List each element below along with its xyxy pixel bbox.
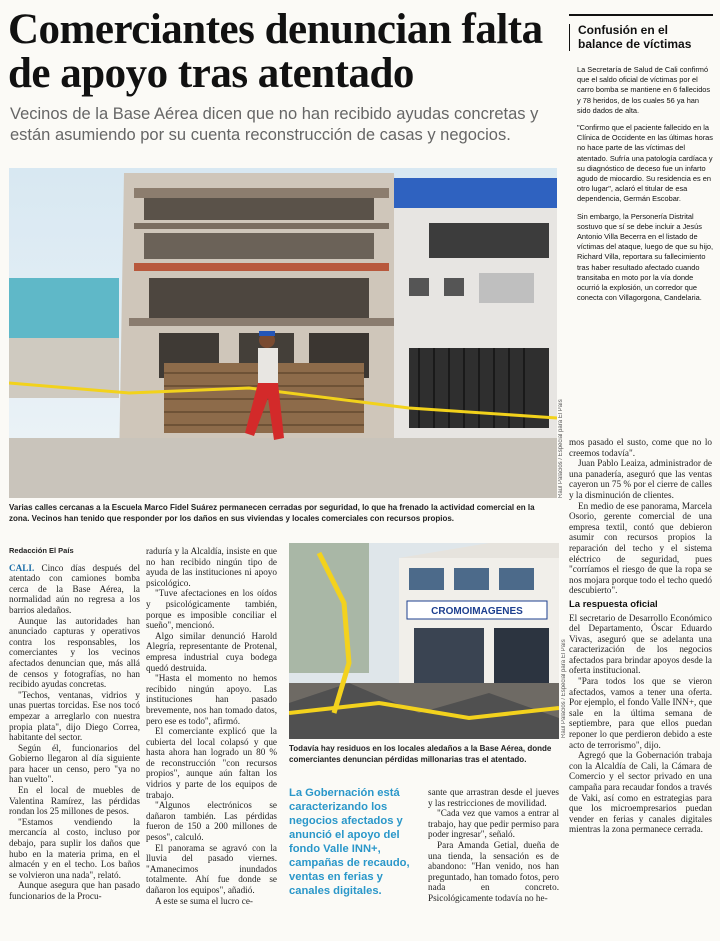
article-column-4 bbox=[569, 437, 712, 835]
article-paragraph: Aunque asegura que han pasado funcionarios de la Procu- bbox=[9, 880, 140, 901]
store-sign: CROMOIMAGENES bbox=[431, 606, 523, 617]
sidebar-box bbox=[569, 14, 713, 446]
sidebar-paragraph: Sin embargo, la Personería Distrital sostuvo que sí se debe incluir a Jesús Antonio Villa Becerra en el listado de víctimas del ataque, luego de que su hijo, Richard Villa, reportara su fallecimiento tras haber resultado afectado cuando transitaba en moto por la vía donde ocurrió la explosión, un corredor que conecta con Villagorgona, Candelaria. bbox=[577, 211, 713, 303]
sidebar-body bbox=[569, 51, 713, 303]
article-paragraph: mos pasado el susto, come que no lo creemos todavía". bbox=[569, 437, 712, 458]
article-column-1 bbox=[9, 546, 140, 902]
article-paragraph: raduría y la Alcaldía, insiste en que no han recibido ningún tipo de ayuda de las instituciones ni apoyo psicológico. bbox=[146, 546, 277, 588]
article-paragraph: Según él, funcionarios del Gobierno llegaron al día siguiente para hacer un censo, pero "ya no han vuelto". bbox=[9, 742, 140, 785]
article-paragraph: El comerciante explicó que la cubierta del local colapsó y que hasta ahora han logrado un 80 % de reconstrucción "con recursos propios", aunque aún faltan los vidrios y parte de los equipos de trabajo. bbox=[146, 726, 277, 800]
main-photo-caption: Varias calles cercanas a la Escuela Marco Fidel Suárez permanecen cerradas por seguridad, lo que ha frenado la actividad comercial en la zona. Vecinos han tenido que responder por los daños en sus viviendas y locales comerciales con recursos propios. bbox=[9, 503, 535, 523]
main-photo bbox=[9, 168, 557, 498]
second-photo bbox=[289, 543, 559, 739]
article-paragraph: En medio de ese panorama, Marcela Osorio, gerente comercial de una empresa textil, contó que debieron asumir con recursos propios la reparación del techo y el sistema eléctrico de seguridad, pues "corríamos el riesgo de que la ropa se nos mojara porque todo el techo quedó descubierto". bbox=[569, 500, 712, 596]
article-paragraph bbox=[9, 563, 140, 616]
sidebar-title: Confusión en el balance de víctimas bbox=[569, 24, 713, 51]
article-column-2 bbox=[146, 546, 277, 906]
article-paragraph: Algo similar denunció Harold Alegría, representante de Protenal, empresa industrial cuya bodega quedó destruida. bbox=[146, 630, 277, 673]
article-paragraph: El panorama se agravó con la lluvia del pasado viernes. "Amanecimos inundados totalmente. Ahí fue donde se dañaron los equipos", añadió. bbox=[146, 842, 277, 895]
article-paragraph: Aunque las autoridades han anunciado capturas y operativos contra los responsables, los comerciantes y los vecinos afectados denuncian que, más allá de censos y fotografías, no han recibido ayudas concretas. bbox=[9, 615, 140, 690]
headline: Comerciantes denuncian falta de apoyo tras atentado bbox=[8, 6, 543, 97]
article-paragraph: sante que arrastran desde el jueves y las restricciones de movilidad. bbox=[428, 787, 559, 808]
article-paragraph: "Techos, ventanas, vidrios y unas puertas torcidas. Ese nos tocó empezar a arreglarlo con nuestra propia plata", dijo Diego Correa, habitante del sector. bbox=[9, 689, 140, 743]
article-column-3 bbox=[428, 787, 559, 904]
sidebar-paragraph: "Confirmo que el paciente fallecido en la Clínica de Occidente en las últimas horas no hace parte de las víctimas del atentado. Sufría una patología cardíaca y su diagnóstico de deceso fue un infarto agudo de miocardio. Su residencia es en otro lugar", aclaró el titular de esa dependencia, Germán Escobar. bbox=[577, 123, 713, 204]
sidebar-paragraph: La Secretaría de Salud de Cali confirmó que el saldo oficial de víctimas por el carro bomba se mantiene en 6 fallecidos y 78 heridos, de los cuales 56 ya han sido dados de alta. bbox=[577, 65, 711, 115]
second-photo-caption: Todavía hay residuos en los locales aledaños a la Base Aérea, donde comerciantes denuncian pérdidas millonarias tras el atentado. bbox=[289, 744, 552, 764]
article-paragraph: "Tuve afectaciones en los oídos y psicológicamente también, porque es imposible conciliar el sueño", mencionó. bbox=[146, 588, 277, 631]
article-paragraph: "Hasta el momento no hemos recibido ningún apoyo. Las instituciones han pasado brevemente, nos han tomado datos, pero ese es todo", afirmó. bbox=[146, 673, 277, 726]
article-paragraph: "Cada vez que vamos a entrar al trabajo, hay que pedir permiso para poder ingresar", señaló. bbox=[428, 808, 559, 840]
article-paragraph: A este se suma el lucro ce- bbox=[155, 895, 253, 906]
article-paragraph: "Estamos vendiendo la mercancía al costo, incluso por debajo, para suplir los daños que hubo en la materia prima, en el almacén y en el techo. Los baños se volvieron una nada", relató. bbox=[9, 816, 140, 880]
article-paragraph: Juan Pablo Leaiza, administrador de una panadería, aseguró que las ventas cayeron un 75 % por el cierre de calles y la disminución de clientes. bbox=[569, 458, 712, 500]
article-paragraph: "Algunos electrónicos se dañaron también. Las pérdidas fueron de 150 a 200 millones de pesos", calculó. bbox=[146, 800, 277, 843]
byline: Redacción El País bbox=[9, 546, 74, 555]
article-paragraph: Para Amanda Getial, dueña de una tienda, la sensación es de abandono: "Han venido, nos han preguntado, han tomado fotos, pero nada en concreto. Psicológicamente todavía no he- bbox=[428, 839, 559, 903]
main-photo-credit: Raúl Palacios / Especial para El País bbox=[558, 399, 564, 498]
subhead: Vecinos de la Base Aérea dicen que no han recibido ayudas concretas y están asumiendo por su cuenta reconstrucción de casas y negocios. bbox=[10, 105, 539, 144]
section-subtitle: La respuesta oficial bbox=[569, 598, 658, 610]
pull-quote: La Gobernación está caracterizando los negocios afectados y anunció el apoyo del fondo Valle INN+, campañas de recaudo, ventas en ferias y canales digitales. bbox=[289, 787, 410, 897]
dateline-city: CALI. bbox=[9, 562, 35, 573]
dateline-text: Cinco días después del atentado con camiones bomba cerca de la Base Aérea, la normalidad aún no regresa a los barrios aledaños. bbox=[9, 562, 141, 615]
article-paragraph: El secretario de Desarrollo Económico del Departamento, Óscar Eduardo Vivas, aseguró que se adelanta una caracterización de los negocios afectados para brindar apoyos desde la oferta institucional. bbox=[569, 612, 712, 676]
article-paragraph: "Para todos los que se vieron afectados, vamos a tener una oferta. Por ejemplo, el fondo Valle INN+, que sale en la última semana de septiembre, para que ellos puedan reponer lo que perdieron debido a este acto de terrorismo", dijo. bbox=[569, 676, 712, 750]
second-photo-credit: Raúl Palacios / Especial para El País bbox=[561, 639, 567, 738]
article-paragraph: Agregó que la Gobernación trabaja con la Alcaldía de Cali, la Cámara de Comercio y el sector privado en una campaña para recaudar fondos a través de Vaki, así como en estrategias para que los microempresarios puedan vender en ferias y canales digitales mientras la zona permanece cerrada. bbox=[569, 750, 712, 835]
building-photo-illustration bbox=[9, 168, 557, 498]
storefront-photo-illustration bbox=[289, 543, 559, 739]
article-paragraph: En el local de muebles de Valentina Ramírez, las pérdidas rondan los 25 millones de pesos. bbox=[9, 785, 140, 817]
